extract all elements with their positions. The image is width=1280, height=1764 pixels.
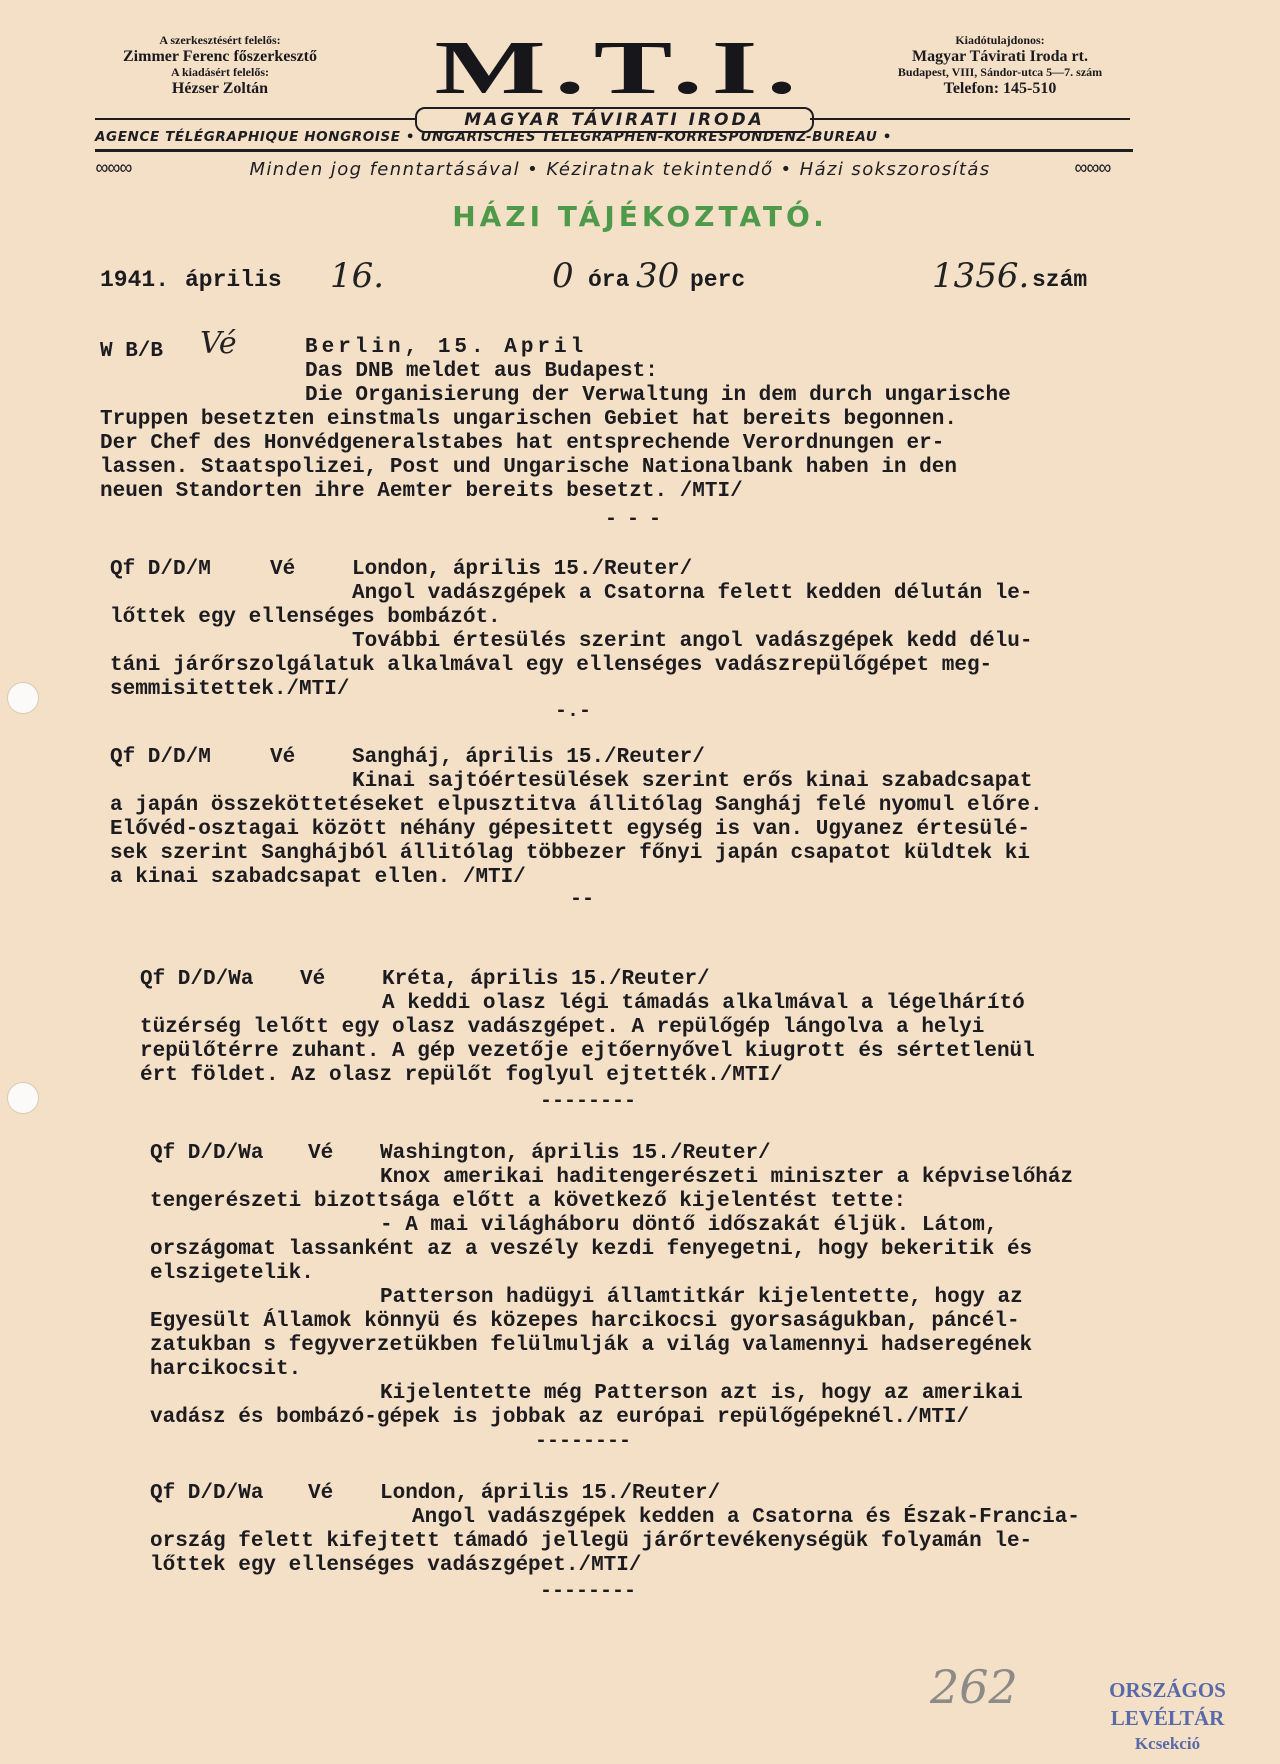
item-3-line: Kinai sajtóértesülések szerint erős kinai szabadcsapat: [352, 770, 1033, 793]
date-hour-label: óra: [588, 267, 630, 293]
date-minute: 30: [636, 256, 680, 296]
item-5-code: Qf D/D/Wa: [150, 1142, 264, 1165]
item-5-line: elszigetelik.: [150, 1262, 314, 1285]
punch-hole-bottom: [7, 1082, 39, 1114]
item-5-line: tengerészeti bizottsága előtt a következő kijelentést tette:: [150, 1190, 907, 1213]
item-6-separator: --------: [540, 1580, 637, 1603]
item-5-line: vadász és bombázó-gépek is jobbak az európai repülőgépeknél./MTI/: [150, 1406, 970, 1429]
item-3-line: sek szerint Sanghájból állitólag többezer főnyi japán csapatot küldtek ki: [110, 842, 1030, 865]
header-editors: [95, 34, 345, 98]
header-left-line3: A kiadásért felelős:: [171, 65, 269, 80]
item-4-line: A keddi olasz légi támadás alkalmával a légelhárító: [382, 992, 1025, 1015]
date-year: 1941.: [100, 267, 170, 293]
header-publisher: [850, 34, 1150, 98]
archive-stamp: [1055, 1676, 1280, 1756]
item-1-code: W B/B: [100, 340, 164, 363]
item-4-separator: --------: [540, 1090, 637, 1113]
item-6-line: ország felett kifejtett támadó jellegü járőrtevékenységük folyamán le-: [150, 1530, 1033, 1553]
item-3-line: Elővéd-osztagai között néhány gépesitett egység is van. Ugyanez értesülé-: [110, 818, 1030, 841]
ribbon-rule-left: [95, 118, 415, 120]
item-2-line: Angol vadászgépek a Csatorna felett kedden délután le-: [352, 582, 1033, 605]
document-title: HÁZI TÁJÉKOZTATÓ.: [452, 200, 828, 233]
item-2-line: További értesülés szerint angol vadászgépek kedd délu-: [352, 630, 1033, 653]
rights-ornament-right: ∞∞∞: [1075, 158, 1112, 181]
item-4-dateline: Kréta, április 15./Reuter/: [382, 968, 710, 991]
logo-container: [434, 26, 806, 110]
item-2-code: Qf D/D/M: [110, 558, 211, 581]
item-2-line: semmisitettek./MTI/: [110, 678, 350, 701]
rights-ornament-left: ∞∞∞: [96, 158, 133, 181]
header-left-line4: Hézser Zoltán: [171, 79, 269, 97]
item-1-dateline: Berlin, 15. April: [305, 336, 588, 359]
item-2-line: táni járőrszolgálatuk alkalmával egy ellenséges vadászrepülőgépet meg-: [110, 654, 993, 677]
item-3-code: Qf D/D/M: [110, 746, 211, 769]
item-1-line: neuen Standorten ihre Aemter bereits besetzt. /MTI/: [100, 480, 743, 503]
item-2-line: lőttek egy ellenséges bombázót.: [110, 606, 501, 629]
item-3-line: a kinai szabadcsapat ellen. /MTI/: [110, 866, 526, 889]
item-4-code: Qf D/D/Wa: [140, 968, 254, 991]
item-1-line: Das DNB meldet aus Budapest:: [305, 360, 658, 383]
header-left-line2: Zimmer Ferenc főszerkesztő: [123, 47, 317, 65]
item-4-line: tüzérség lelőtt egy olasz vadászgépet. A repülőgép lángolva a helyi: [140, 1016, 985, 1039]
header-right-line3: Budapest, VIII, Sándor-utca 5—7. szám: [897, 65, 1103, 80]
document-number: 1356.: [932, 256, 1030, 296]
header-left-line1: A szerkesztésért felelős:: [159, 33, 281, 47]
archive-stamp-line1: ORSZÁGOS LEVÉLTÁR: [1109, 1678, 1226, 1731]
item-1-separator: ---: [605, 508, 672, 531]
item-2-initials: Vé: [270, 558, 296, 581]
item-3-separator: --: [570, 888, 595, 911]
page-number: 262: [930, 1660, 1018, 1714]
item-3-initials: Vé: [270, 746, 296, 769]
item-2-dateline: London, április 15./Reuter/: [352, 558, 693, 581]
item-5-line: Knox amerikai haditengerészeti miniszter a képviselőház: [380, 1166, 1074, 1189]
agency-line: AGENCE TÉLÉGRAPHIQUE HONGROISE • UNGARISCHES TELEGRAPHEN-KORRESPONDENZ-BUREAU •: [95, 129, 892, 145]
header-right-line4: Telefon: 145-510: [943, 79, 1057, 97]
item-6-dateline: London, április 15./Reuter/: [380, 1482, 721, 1505]
item-1-line: lassen. Staatspolizei, Post und Ungarische Nationalbank haben in den: [100, 456, 957, 479]
agency-rule: [95, 149, 1133, 152]
item-5-initials: Vé: [308, 1142, 334, 1165]
date-month: április: [185, 267, 282, 293]
item-3-dateline: Sangháj, április 15./Reuter/: [352, 746, 705, 769]
item-5-separator: --------: [535, 1430, 632, 1453]
item-6-code: Qf D/D/Wa: [150, 1482, 264, 1505]
date-day: 16.: [330, 256, 385, 296]
item-5-line: Egyesült Államok könnyü és közepes harcikocsi gyorsaságukban, páncél-: [150, 1310, 1020, 1333]
item-1-initials: Vé: [200, 326, 237, 361]
item-1-line: Truppen besetzten einstmals ungarischen Gebiet hat bereits begonnen.: [100, 408, 957, 431]
item-1-line: Der Chef des Honvédgeneralstabes hat entsprechende Verordnungen er-: [100, 432, 945, 455]
rights-line: Minden jog fenntartásával • Kéziratnak tekintendő • Házi sokszorosítás: [249, 159, 991, 180]
item-2-separator: -.-: [555, 700, 592, 723]
item-6-line: Angol vadászgépek kedden a Csatorna és Észak-Francia-: [412, 1506, 1080, 1529]
item-4-line: ért földet. Az olasz repülőt foglyul ejtették./MTI/: [140, 1064, 783, 1087]
document-number-label: szám: [1032, 267, 1088, 293]
mti-logo: M.T.I.: [434, 26, 806, 110]
punch-hole-top: [7, 682, 39, 714]
item-5-line: Kijelentette még Patterson azt is, hogy az amerikai: [380, 1382, 1023, 1405]
header-right-line1: Kiadótulajdonos:: [955, 33, 1045, 47]
item-5-line: harcikocsit.: [150, 1358, 302, 1381]
date-hour: 0: [552, 256, 574, 296]
item-5-dateline: Washington, április 15./Reuter/: [380, 1142, 771, 1165]
ribbon-title: MAGYAR TÁVIRATI IRODA: [415, 107, 814, 133]
item-5-line: országomat lassanként az a veszély kezdi fenyegetni, hogy bekeritik és: [150, 1238, 1033, 1261]
item-4-line: repülőtérre zuhant. A gép vezetője ejtőernyővel kiugrott és sértetlenül: [140, 1040, 1035, 1063]
date-minute-label: perc: [690, 267, 746, 293]
archive-stamp-line2: Kcsekció: [1134, 1733, 1201, 1753]
item-1-line: Die Organisierung der Verwaltung in dem durch ungarische: [305, 384, 1011, 407]
header-right-line2: Magyar Távirati Iroda rt.: [912, 47, 1088, 65]
item-6-initials: Vé: [308, 1482, 334, 1505]
item-5-line: - A mai világháboru döntő időszakát éljük. Látom,: [380, 1214, 998, 1237]
item-5-line: Patterson hadügyi államtitkár kijelentette, hogy az: [380, 1286, 1023, 1309]
ribbon-rule-right: [810, 118, 1130, 120]
item-5-line: zatukban s fegyverzetükben felülmulják a világ valamennyi hadseregének: [150, 1334, 1033, 1357]
item-4-initials: Vé: [300, 968, 326, 991]
item-3-line: a japán összeköttetéseket elpusztitva állitólag Sangháj felé nyomul előre.: [110, 794, 1043, 817]
item-6-line: lőttek egy ellenséges vadászgépet./MTI/: [150, 1554, 642, 1577]
